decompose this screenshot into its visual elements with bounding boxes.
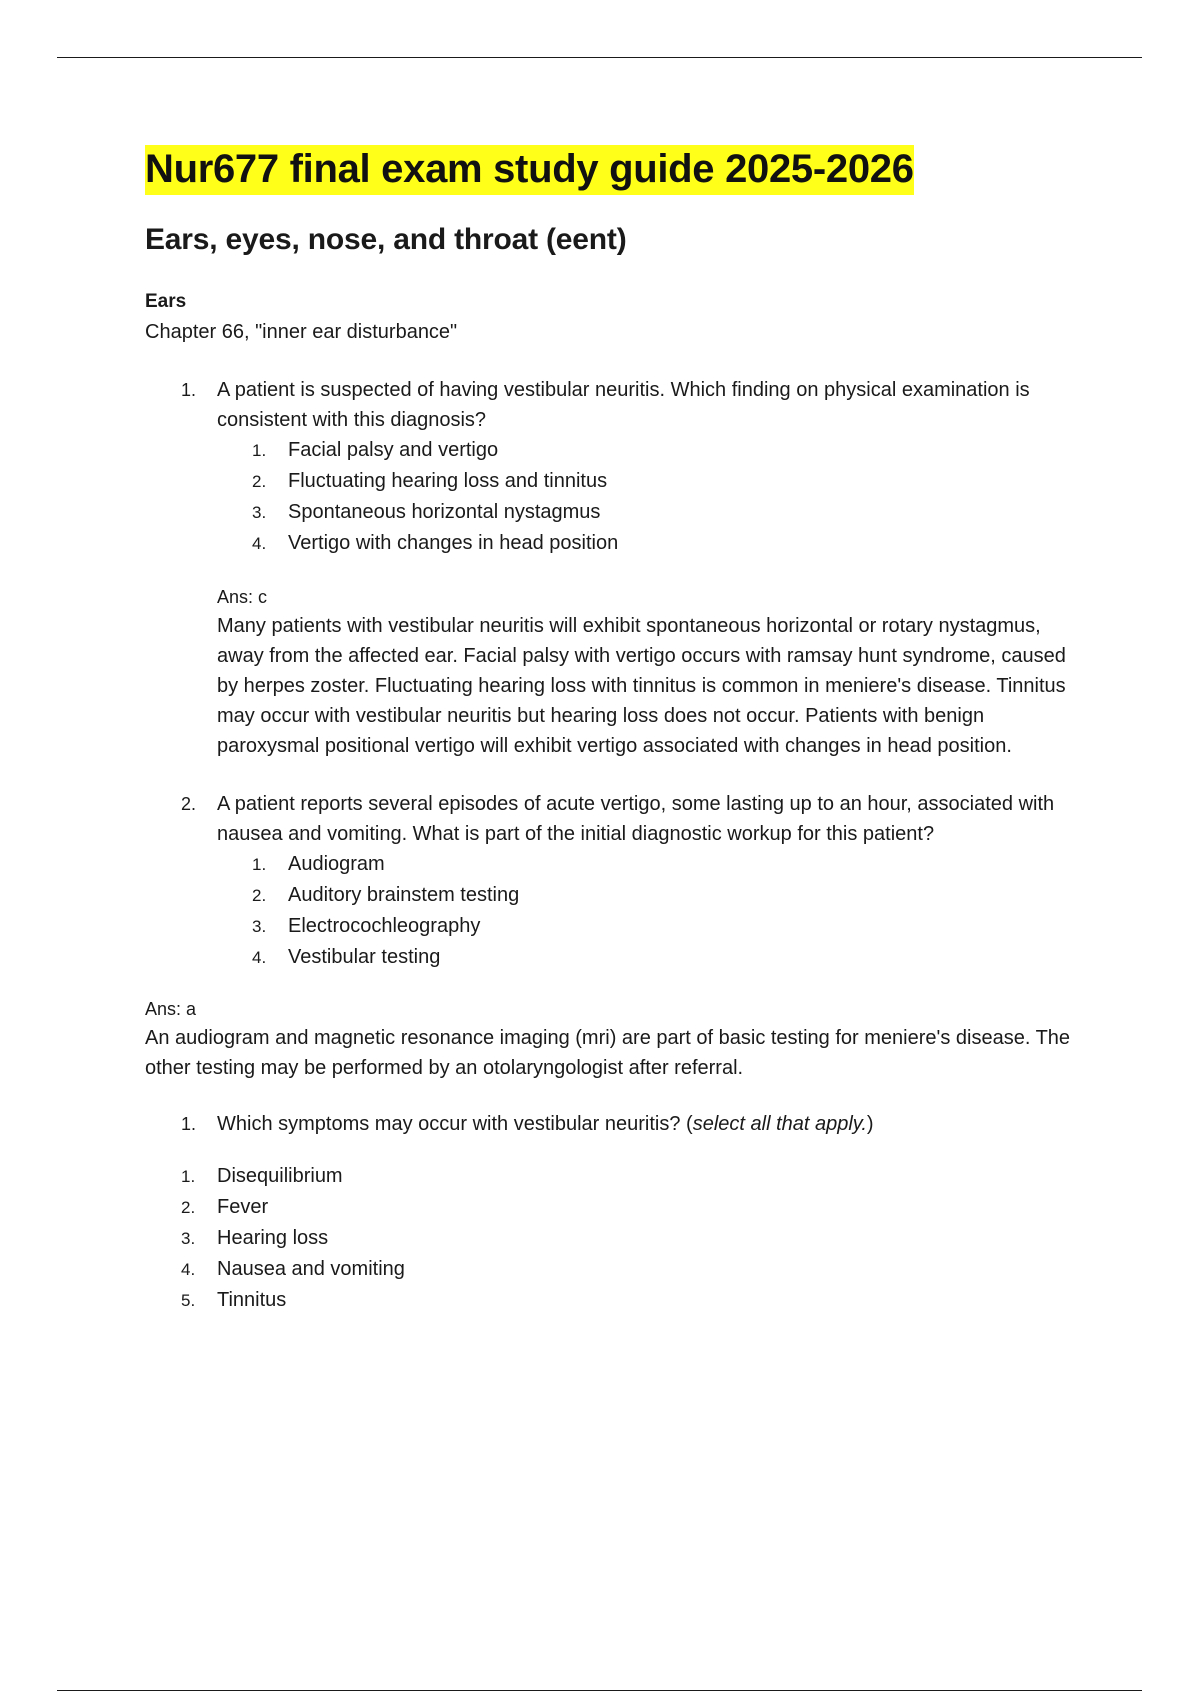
answer-block-2 [145, 995, 1085, 1083]
document-body [145, 145, 1085, 1316]
question-3 [145, 1109, 1085, 1139]
option-item [145, 1254, 1085, 1285]
option-text: Auditory brainstem testing [288, 884, 520, 906]
option-text: Electrocochleography [288, 915, 481, 937]
option-text: Fluctuating hearing loss and tinnitus [288, 470, 608, 492]
option-item [145, 466, 1085, 497]
section-heading: Ears, eyes, nose, and throat (eent) [145, 223, 627, 256]
option-item [145, 880, 1085, 911]
option-item [145, 1285, 1085, 1316]
option-item [145, 942, 1085, 973]
option-item [145, 1192, 1085, 1223]
option-text: Spontaneous horizontal nystagmus [288, 501, 601, 523]
option-number: 2. [252, 472, 267, 491]
option-text: Vestibular testing [288, 946, 441, 968]
option-text: Tinnitus [217, 1289, 287, 1311]
option-number: 2. [252, 886, 267, 905]
answer-label: Ans: a [145, 999, 197, 1019]
option-number: 4. [181, 1260, 196, 1279]
question-text: A patient reports several episodes of acute vertigo, some lasting up to an hour, associated with nausea and vomiting. What is part of the initial diagnostic workup for this patient? [217, 793, 1055, 845]
question-number: 1. [181, 380, 197, 400]
option-text: Hearing loss [217, 1227, 329, 1249]
option-text: Vertigo with changes in head position [288, 532, 619, 554]
question-number: 2. [181, 794, 197, 814]
option-number: 1. [252, 441, 267, 460]
option-number: 4. [252, 534, 267, 553]
question-2 [145, 789, 1085, 849]
bottom-rule [57, 1690, 1142, 1691]
option-text: Facial palsy and vertigo [288, 439, 499, 461]
option-item [145, 497, 1085, 528]
option-text: Nausea and vomiting [217, 1258, 405, 1280]
subsection-heading: Ears [145, 291, 187, 312]
option-item [145, 849, 1085, 880]
answer-rationale: An audiogram and magnetic resonance imaging (mri) are part of basic testing for meniere's disease. The other testing may be performed by an otolaryngologist after referral. [145, 1027, 1071, 1079]
option-number: 4. [252, 948, 267, 967]
option-text: Audiogram [288, 853, 385, 875]
question-2-options [145, 849, 1085, 973]
option-number: 2. [181, 1198, 196, 1217]
option-number: 1. [252, 855, 267, 874]
option-text: Fever [217, 1196, 269, 1218]
option-item [145, 911, 1085, 942]
answer-label: Ans: c [217, 587, 268, 607]
option-item [145, 1161, 1085, 1192]
option-item [145, 528, 1085, 559]
option-number: 1. [181, 1167, 196, 1186]
option-number: 3. [252, 917, 267, 936]
chapter-reference: Chapter 66, "inner ear disturbance" [145, 321, 458, 343]
question-1 [145, 375, 1085, 435]
option-number: 5. [181, 1291, 196, 1310]
question-text: A patient is suspected of having vestibular neuritis. Which finding on physical examination is consistent with this diagnosis? [217, 379, 1030, 431]
option-text: Disequilibrium [217, 1165, 343, 1187]
question-1-options [145, 435, 1085, 559]
page-title: Nur677 final exam study guide 2025-2026 [145, 145, 914, 195]
option-item [145, 1223, 1085, 1254]
question-3-options [145, 1161, 1085, 1316]
question-number: 1. [181, 1114, 197, 1134]
answer-rationale: Many patients with vestibular neuritis will exhibit spontaneous horizontal or rotary nystagmus, away from the affected ear. Facial palsy with vertigo occurs with ramsay hunt syndrome, caused by herpes zoster. Fluctuating hearing loss with tinnitus is common in meniere's disease. Tinnitus may occur with vestibular neuritis but hearing loss does not occur. Patients with benign paroxysmal positional vertigo will exhibit vertigo associated with changes in head position. [217, 615, 1066, 757]
top-rule [57, 57, 1142, 58]
answer-block-1 [217, 583, 1085, 761]
question-text: Which symptoms may occur with vestibular neuritis? ( [217, 1113, 693, 1135]
option-item [145, 435, 1085, 466]
option-number: 3. [252, 503, 267, 522]
question-instruction: select all that apply. [692, 1113, 867, 1135]
option-number: 3. [181, 1229, 196, 1248]
question-text-close: ) [866, 1113, 874, 1135]
